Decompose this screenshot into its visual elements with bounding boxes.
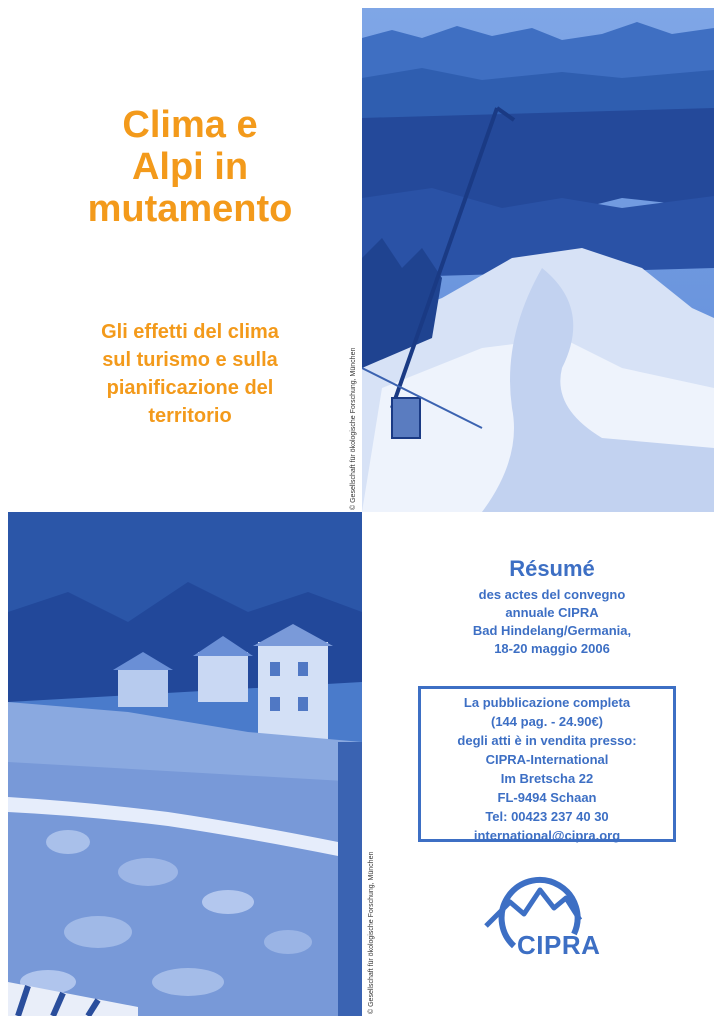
info-line: La pubblicazione completa: [463, 695, 631, 710]
info-line: FL-9494 Schaan: [497, 790, 597, 805]
subtitle-line: pianificazione del: [106, 377, 274, 399]
info-line: CIPRA-International: [485, 752, 609, 767]
title-line: mutamento: [87, 188, 293, 230]
conference-line: Bad Hindelang/Germania,: [472, 623, 632, 638]
info-phone: Tel: 00423 237 40 30: [485, 809, 609, 824]
document-subtitle: [40, 318, 340, 430]
photo-credit-bottom: © Gesellschaft für ökologische Forschung, München: [368, 851, 375, 1014]
info-line: Im Bretscha 22: [500, 771, 594, 786]
conference-details: [420, 586, 684, 658]
subtitle-line: Gli effetti del clima: [101, 321, 279, 343]
cipra-logo-text: CIPRA: [517, 930, 601, 960]
conference-line: annuale CIPRA: [505, 605, 599, 620]
subtitle-line: sul turismo e sulla: [102, 349, 278, 371]
document-title: [40, 104, 340, 230]
conference-line: des actes del convegno: [478, 587, 626, 602]
info-line: (144 pag. - 24.90€): [491, 714, 603, 729]
conference-line: 18-20 maggio 2006: [494, 641, 610, 656]
resume-heading: Résumé: [509, 556, 595, 581]
info-email: international@cipra.org: [473, 828, 621, 843]
subtitle-line: territorio: [148, 405, 232, 427]
info-line: degli atti è in vendita presso:: [457, 733, 637, 748]
title-line: Clima e: [122, 104, 258, 146]
ski-slope-photo: [362, 8, 714, 512]
ski-slope-illustration: [362, 8, 714, 512]
flood-debris-illustration: [8, 512, 362, 1016]
photo-credit-top: © Gesellschaft für ökologische Forschung, München: [350, 347, 357, 510]
publication-info-box: [418, 686, 676, 842]
flood-debris-photo: [8, 512, 362, 1016]
title-line: Alpi in: [131, 146, 249, 188]
